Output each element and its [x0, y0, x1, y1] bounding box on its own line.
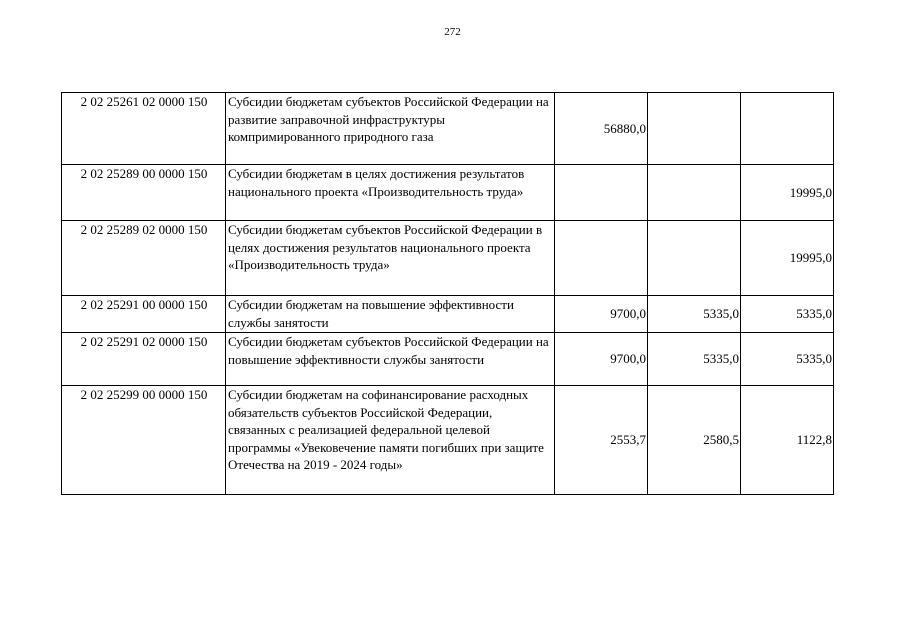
budget-table [61, 92, 834, 495]
value-2022-cell [555, 165, 648, 221]
description-cell: Субсидии бюджетам субъектов Российской Федерации на развитие заправочной инфраструктуры компримированного природного газа [226, 93, 555, 165]
description-cell: Субсидии бюджетам на повышение эффективности службы занятости [226, 296, 555, 333]
budget-code-cell: 2 02 25289 02 0000 150 [62, 221, 226, 296]
value-2024-cell: 1122,8 [741, 386, 834, 495]
table-row [62, 165, 834, 221]
value-2023-cell [648, 93, 741, 165]
value-2023-cell [648, 165, 741, 221]
value-2023-cell [648, 221, 741, 296]
description-cell: Субсидии бюджетам субъектов Российской Федерации в целях достижения результатов национального проекта «Производительность труда» [226, 221, 555, 296]
value-2022-cell: 56880,0 [555, 93, 648, 165]
budget-code-cell: 2 02 25291 00 0000 150 [62, 296, 226, 333]
value-2023-cell: 5335,0 [648, 333, 741, 386]
table-row [62, 221, 834, 296]
value-2022-cell: 9700,0 [555, 333, 648, 386]
budget-code-cell: 2 02 25291 02 0000 150 [62, 333, 226, 386]
value-2022-cell [555, 221, 648, 296]
description-cell: Субсидии бюджетам на софинансирование расходных обязательств субъектов Российской Федерации, связанных с реализацией федеральной целевой программы «Увековечение памяти погибших при защите Отечества на 2019 - 2024 годы» [226, 386, 555, 495]
value-2023-cell: 5335,0 [648, 296, 741, 333]
budget-code-cell: 2 02 25261 02 0000 150 [62, 93, 226, 165]
description-cell: Субсидии бюджетам субъектов Российской Федерации на повышение эффективности службы занятости [226, 333, 555, 386]
value-2024-cell: 19995,0 [741, 221, 834, 296]
value-2024-cell: 5335,0 [741, 333, 834, 386]
value-2024-cell: 5335,0 [741, 296, 834, 333]
value-2024-cell [741, 93, 834, 165]
budget-code-cell: 2 02 25289 00 0000 150 [62, 165, 226, 221]
table-row [62, 333, 834, 386]
table-row [62, 296, 834, 333]
value-2023-cell: 2580,5 [648, 386, 741, 495]
table-row [62, 93, 834, 165]
description-cell: Субсидии бюджетам в целях достижения результатов национального проекта «Производительность труда» [226, 165, 555, 221]
table-row [62, 386, 834, 495]
page-number: 272 [444, 26, 461, 38]
value-2022-cell: 2553,7 [555, 386, 648, 495]
budget-code-cell: 2 02 25299 00 0000 150 [62, 386, 226, 495]
value-2024-cell: 19995,0 [741, 165, 834, 221]
value-2022-cell: 9700,0 [555, 296, 648, 333]
